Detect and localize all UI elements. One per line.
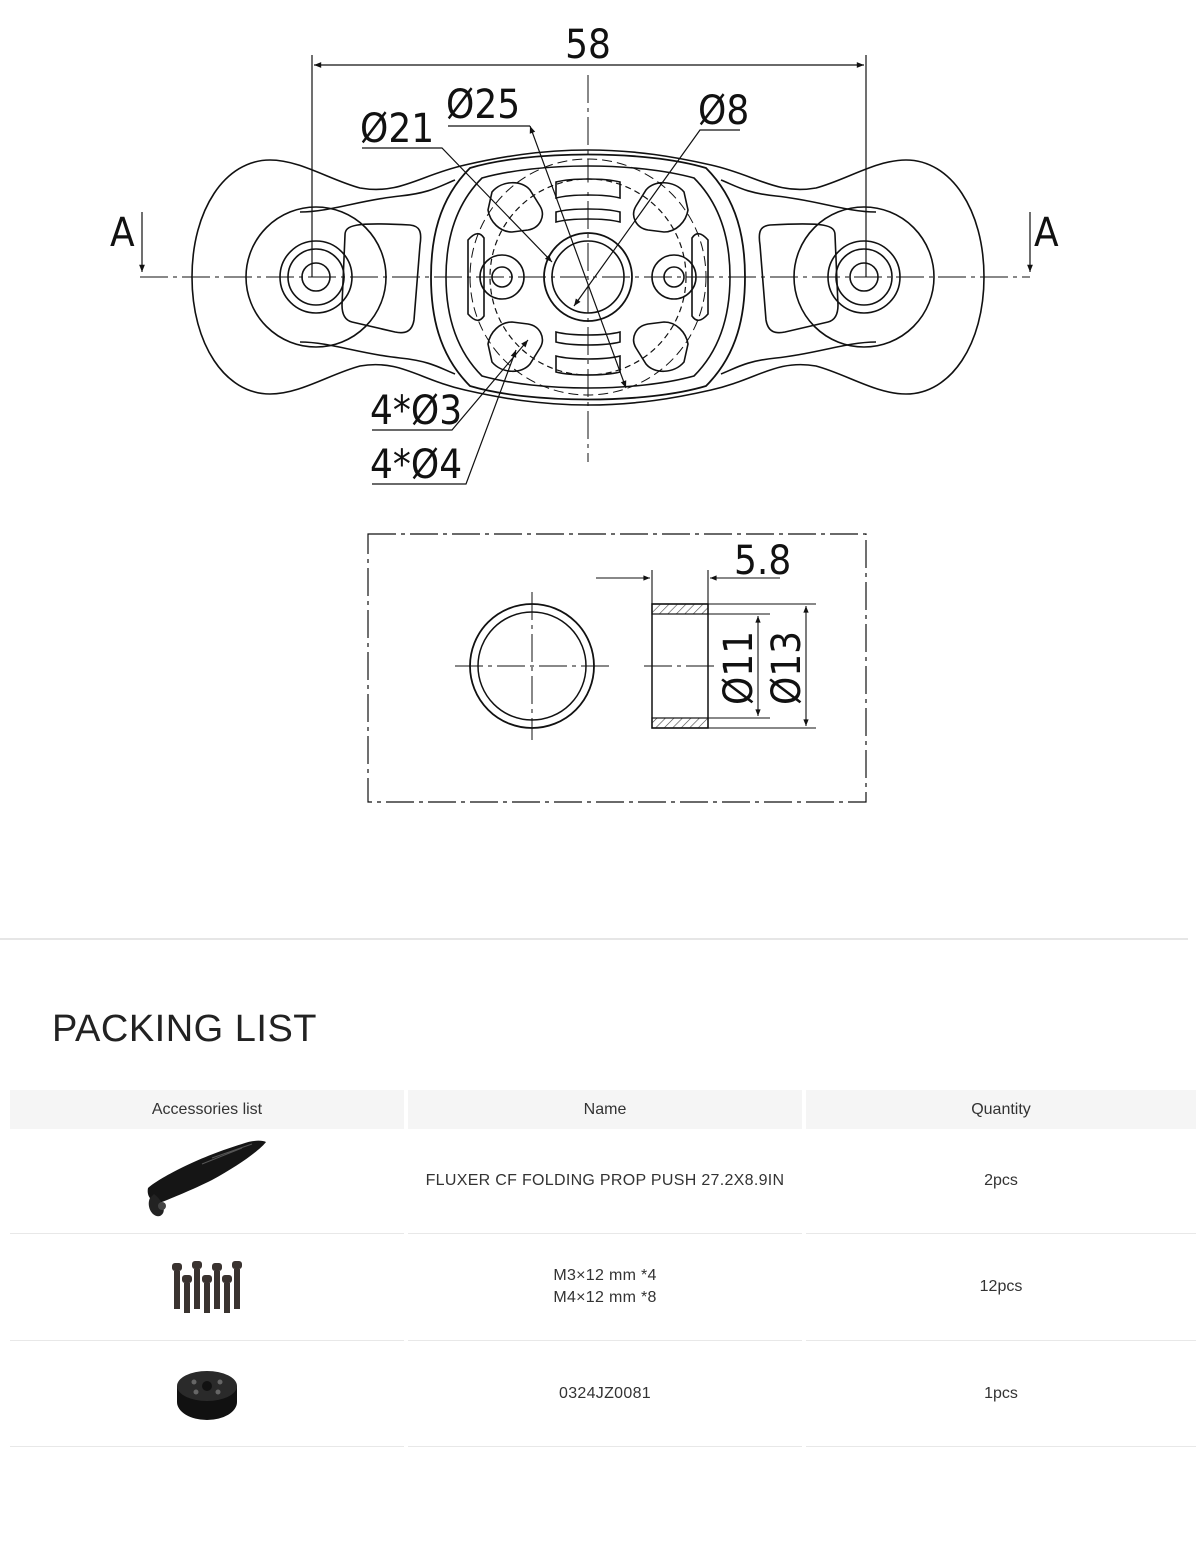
- dim-inner-label: Ø11: [716, 630, 762, 706]
- column-header-accessories: Accessories list: [10, 1090, 404, 1129]
- accessory-image-cell: [10, 1341, 404, 1447]
- packing-list-table: [6, 1090, 1200, 1447]
- dim-outer-label: Ø13: [764, 630, 810, 706]
- table-row: [10, 1341, 1196, 1447]
- accessory-image-cell: [10, 1234, 404, 1341]
- item-name-line: M4×12 mm *8: [553, 1289, 657, 1306]
- section-left-label: A: [110, 210, 135, 256]
- holes-m3-label: 4*Ø3: [370, 388, 463, 434]
- item-name-cell: [408, 1341, 802, 1447]
- item-name-cell: [408, 1234, 802, 1341]
- screws-icon: [162, 1257, 252, 1317]
- dim-d25-label: Ø25: [446, 82, 521, 128]
- item-name-cell: [408, 1129, 802, 1234]
- item-name-line: FLUXER CF FOLDING PROP PUSH 27.2X8.9IN: [425, 1172, 785, 1189]
- table-row: [10, 1234, 1196, 1341]
- column-header-name: Name: [408, 1090, 802, 1129]
- folding-propeller-icon: [142, 1136, 272, 1226]
- top-view: [140, 75, 1030, 462]
- item-quantity-cell: 2pcs: [806, 1129, 1196, 1234]
- dim-d8-label: Ø8: [698, 88, 750, 134]
- dim-d21-label: Ø21: [360, 106, 435, 152]
- item-quantity-cell: 12pcs: [806, 1234, 1196, 1341]
- section-divider: [0, 938, 1188, 940]
- accessory-image-cell: [10, 1129, 404, 1234]
- section-right-label: A: [1034, 210, 1059, 256]
- holes-m4-label: 4*Ø4: [370, 442, 463, 488]
- dim-thickness-label: 5.8: [734, 538, 792, 584]
- item-name-line: M3×12 mm *4: [553, 1267, 657, 1284]
- table-header-row: [10, 1090, 1196, 1129]
- packing-list-title: PACKING LIST: [52, 1008, 318, 1050]
- table-row: [10, 1129, 1196, 1234]
- item-name-line: 0324JZ0081: [559, 1384, 651, 1402]
- item-quantity-cell: 1pcs: [806, 1341, 1196, 1447]
- dim-width-label: 58: [565, 22, 611, 68]
- prop-adapter-icon: [172, 1364, 242, 1424]
- column-header-quantity: Quantity: [806, 1090, 1196, 1129]
